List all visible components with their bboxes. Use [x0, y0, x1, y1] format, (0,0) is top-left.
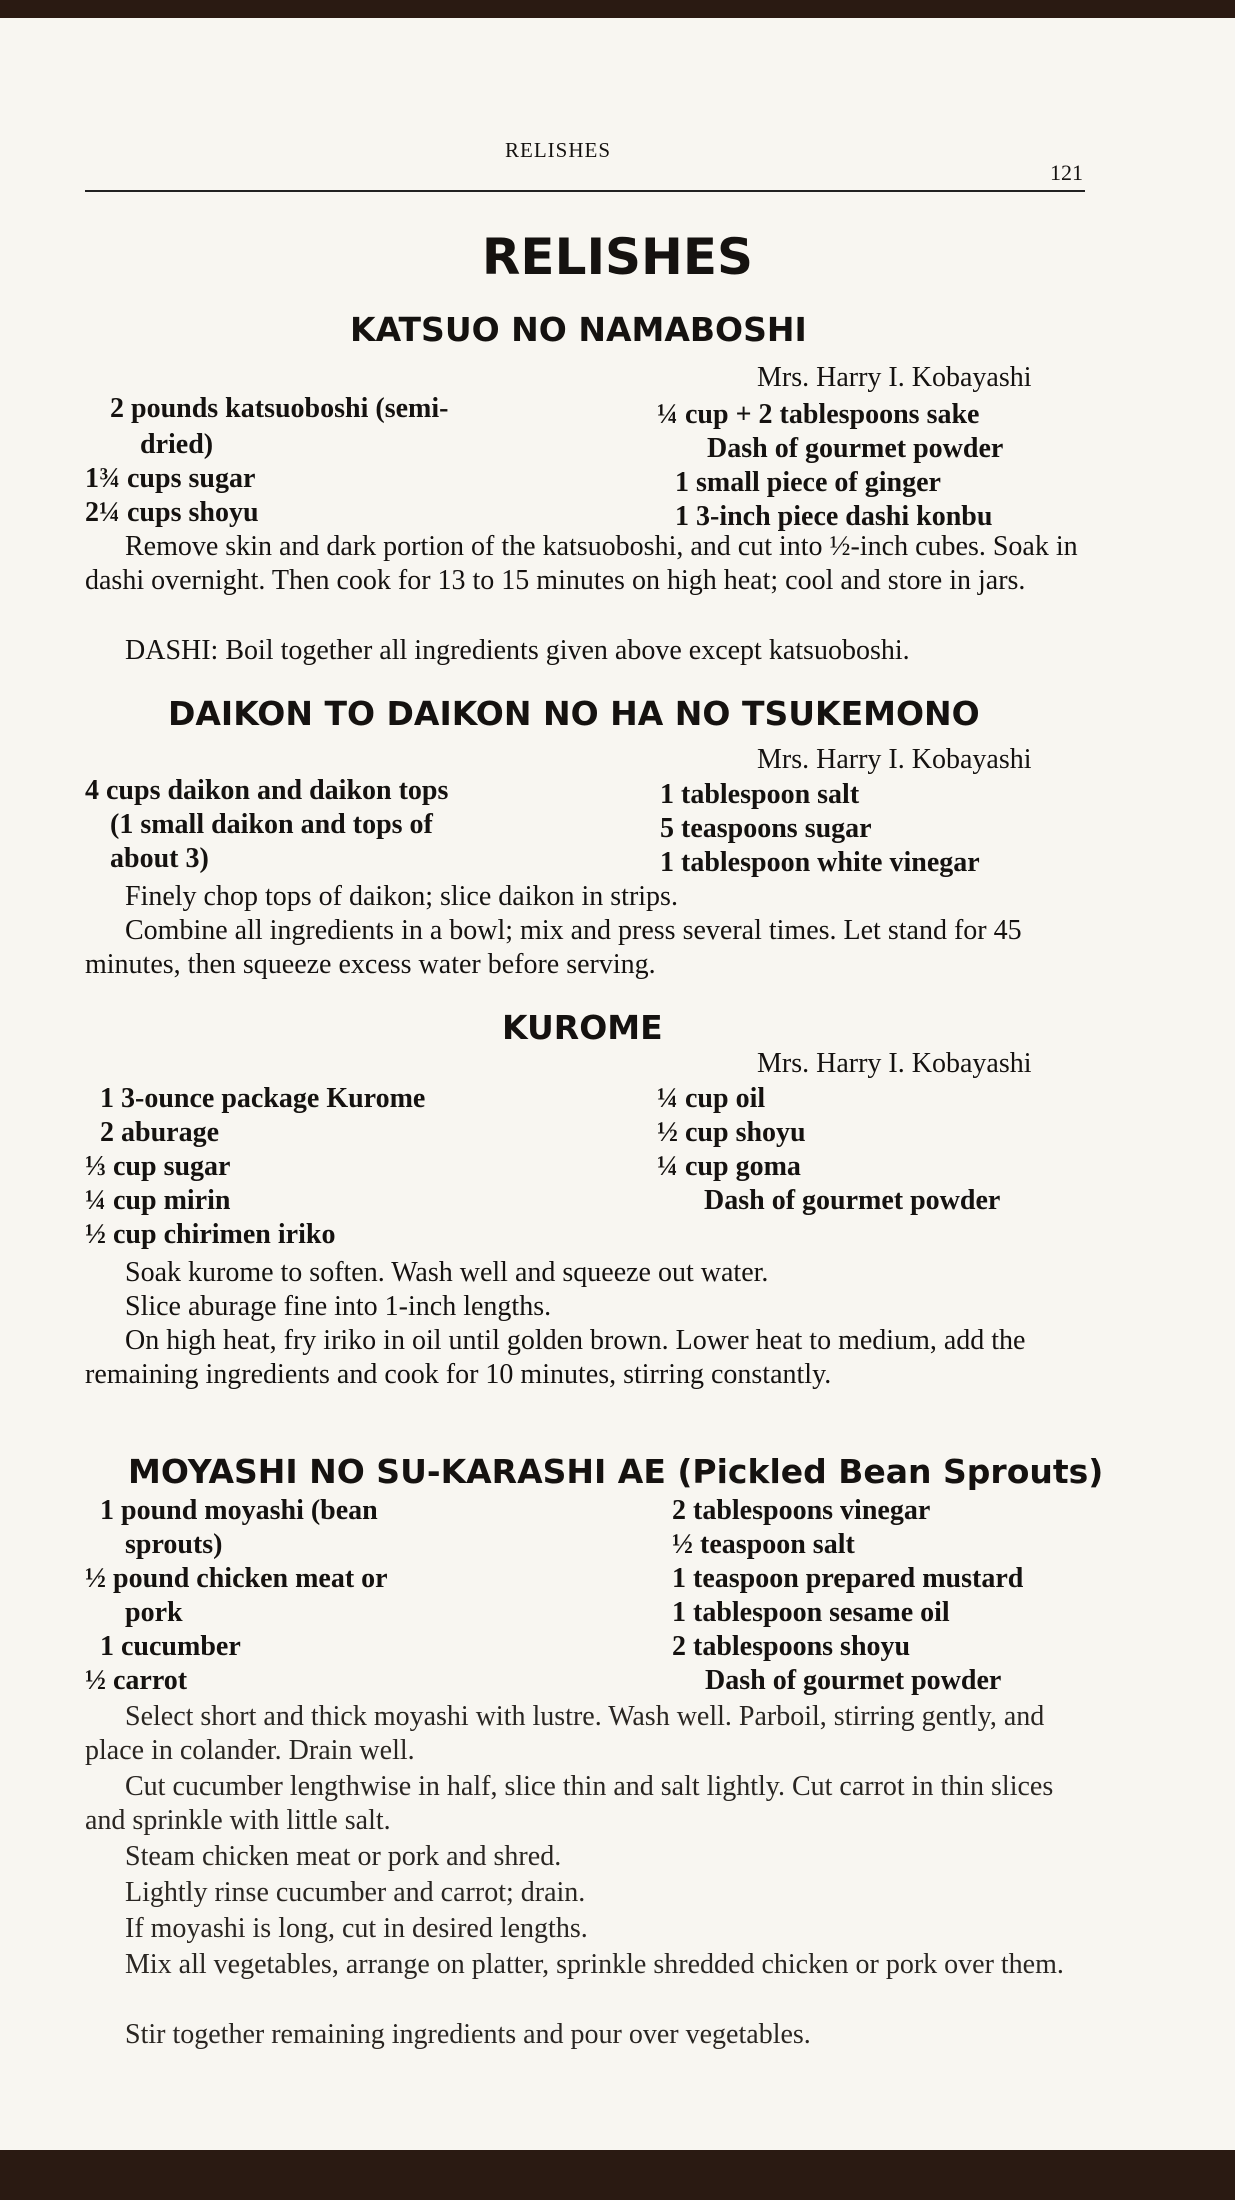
- direction-paragraph: Soak kurome to soften. Wash well and squeeze out water.: [125, 1257, 769, 1288]
- ingredient: 1¾ cups sugar: [85, 463, 256, 494]
- ingredient: ¼ cup mirin: [85, 1185, 231, 1216]
- ingredient: 1 tablespoon sesame oil: [672, 1597, 950, 1628]
- direction-paragraph: Mix all vegetables, arrange on platter, sprinkle shredded chicken or pork over them.: [125, 1949, 1064, 1980]
- ingredient: 2 tablespoons vinegar: [672, 1495, 931, 1526]
- direction-paragraph: On high heat, fry iriko in oil until golden brown. Lower heat to medium, add the remaining ingredients and cook for 10 minutes, stirring constantly.: [85, 1325, 1026, 1390]
- direction-paragraph: Remove skin and dark portion of the katsuoboshi, and cut into ½-inch cubes. Soak in dashi overnight. Then cook for 13 to 15 minutes on high heat; cool and store in jars.: [85, 531, 1078, 596]
- page-number: 121: [1050, 160, 1083, 185]
- ingredient: 1 pound moyashi (bean: [100, 1495, 378, 1526]
- direction-paragraph: Cut cucumber lengthwise in half, slice thin and salt lightly. Cut carrot in thin slices and sprinkle with little salt.: [85, 1771, 1054, 1836]
- ingredient: ½ cup chirimen iriko: [85, 1219, 336, 1250]
- recipe-title-katsuo: KATSUO NO NAMABOSHI: [350, 310, 807, 349]
- ingredient: 1 cucumber: [100, 1631, 241, 1662]
- ingredient: ¼ cup goma: [657, 1151, 801, 1182]
- ingredient: ¼ cup + 2 tablespoons sake: [657, 399, 980, 430]
- recipe-title-kurome: KUROME: [502, 1008, 663, 1047]
- ingredient: about 3): [110, 843, 209, 874]
- ingredient: ½ carrot: [85, 1665, 188, 1696]
- ingredient: 2 aburage: [100, 1117, 219, 1148]
- direction-paragraph: Lightly rinse cucumber and carrot; drain.: [125, 1877, 586, 1908]
- ingredient: 5 teaspoons sugar: [660, 813, 872, 844]
- ingredient: Dash of gourmet powder: [705, 1665, 1002, 1696]
- ingredient: pork: [125, 1597, 183, 1628]
- ingredient: Dash of gourmet powder: [707, 433, 1004, 464]
- direction-paragraph: Combine all ingredients in a bowl; mix and press several times. Let stand for 45 minutes, then squeeze excess water before serving.: [85, 915, 1022, 980]
- direction-paragraph: Stir together remaining ingredients and pour over vegetables.: [125, 2019, 811, 2050]
- page-edge-bottom: [0, 2150, 1235, 2200]
- main-title: RELISHES: [481, 228, 754, 286]
- direction-paragraph: Select short and thick moyashi with lustre. Wash well. Parboil, stirring gently, and place in colander. Drain well.: [85, 1701, 1045, 1766]
- ingredient: ⅓ cup sugar: [85, 1151, 231, 1182]
- ingredient: 1 teaspoon prepared mustard: [672, 1563, 1024, 1594]
- header-rule: [85, 190, 1085, 192]
- ingredient: (1 small daikon and tops of: [110, 809, 433, 840]
- ingredient: 1 tablespoon white vinegar: [660, 847, 980, 878]
- ingredient: 2 tablespoons shoyu: [672, 1631, 911, 1662]
- ingredient: ½ cup shoyu: [657, 1117, 806, 1148]
- direction-paragraph: Slice aburage fine into 1-inch lengths.: [125, 1291, 552, 1322]
- direction-paragraph: Finely chop tops of daikon; slice daikon in strips.: [125, 881, 678, 912]
- ingredient: 2 pounds katsuoboshi (semi-: [110, 393, 449, 424]
- ingredient: Dash of gourmet powder: [704, 1185, 1001, 1216]
- ingredient: dried): [140, 429, 214, 460]
- page-edge-top: [0, 0, 1235, 18]
- ingredient: 1 tablespoon salt: [660, 779, 860, 810]
- direction-paragraph: If moyashi is long, cut in desired lengths.: [125, 1913, 588, 1944]
- recipe-author: Mrs. Harry I. Kobayashi: [757, 362, 1032, 393]
- ingredient: ¼ cup oil: [657, 1083, 766, 1114]
- ingredient: 4 cups daikon and daikon tops: [85, 775, 449, 806]
- ingredient: 1 small piece of ginger: [675, 467, 941, 498]
- ingredient: sprouts): [125, 1529, 223, 1560]
- ingredient: 2¼ cups shoyu: [85, 497, 259, 528]
- ingredient: 1 3-ounce package Kurome: [100, 1083, 426, 1114]
- direction-paragraph: Steam chicken meat or pork and shred.: [125, 1841, 562, 1872]
- direction-paragraph: DASHI: Boil together all ingredients given above except katsuoboshi.: [125, 635, 910, 666]
- running-head: RELISHES: [505, 138, 612, 162]
- ingredient: ½ teaspoon salt: [672, 1529, 855, 1560]
- recipe-author: Mrs. Harry I. Kobayashi: [757, 744, 1032, 775]
- ingredient: 1 3-inch piece dashi konbu: [675, 501, 993, 532]
- recipe-title-daikon: DAIKON TO DAIKON NO HA NO TSUKEMONO: [168, 694, 980, 733]
- recipe-title-moyashi: MOYASHI NO SU-KARASHI AE (Pickled Bean Sprouts): [128, 1452, 1104, 1491]
- ingredient: ½ pound chicken meat or: [85, 1563, 388, 1594]
- recipe-author: Mrs. Harry I. Kobayashi: [757, 1048, 1032, 1079]
